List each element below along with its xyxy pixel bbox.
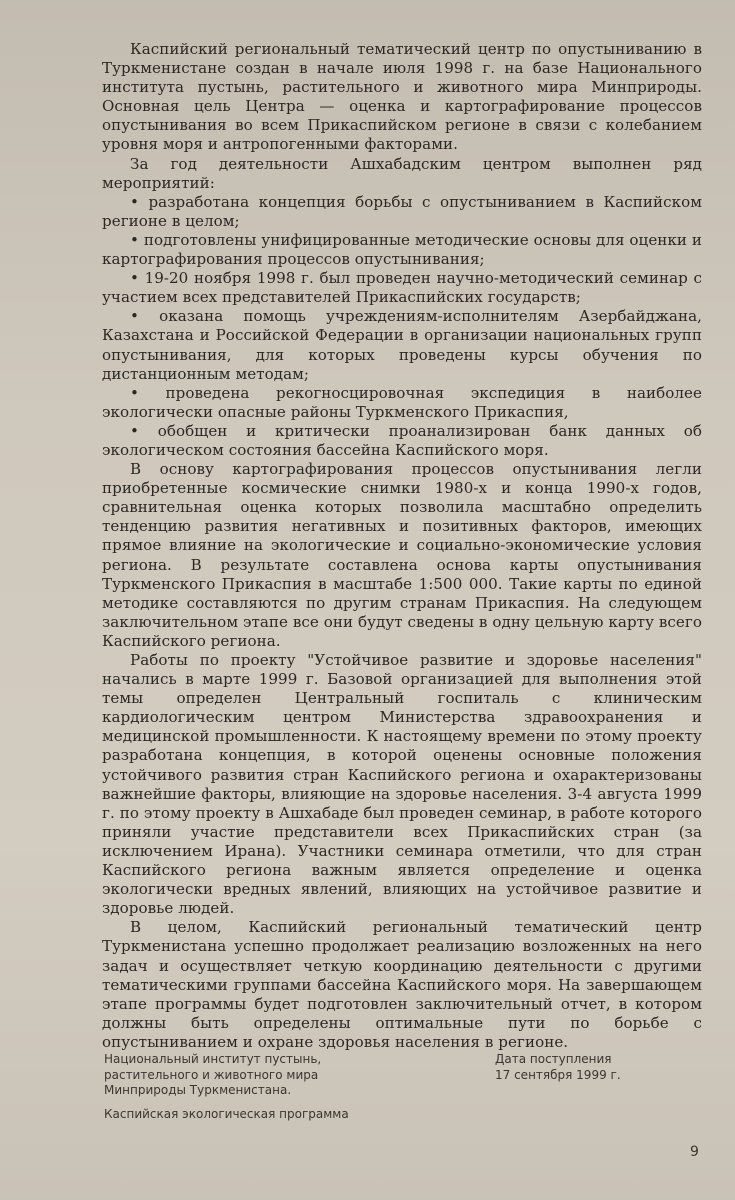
paragraph-intro: Каспийский региональный тематический центр по опустыниванию в Туркменистане создан в начале июля 1998 г. на базе Национального института пустынь, растительного и животного мира Минприроды. Основная цель Центра — оценка и картографирование процессов опустынивания во всем Прикаспийском регионе в связи с колебанием уровня моря и антропогенными факторами. [102, 40, 702, 154]
affiliation-line: Национальный институт пустынь, [104, 1052, 322, 1066]
bullet-item: • 19-20 ноября 1998 г. был проведен научно-методический семинар с участием всех представителей Прикаспийских государств; [102, 269, 702, 307]
affiliation-line: растительного и животного мира [104, 1067, 319, 1082]
received-date-value: 17 сентября 1999 г. [495, 1067, 621, 1082]
paragraph-health-project: Работы по проекту "Устойчивое развитие и здоровье населения" начались в марте 1999 г. Базовой организацией для выполнения этой темы определен Центральный госпиталь с клиническим кардиологическим центром Министерства здравоохранения и медицинской промышленности. К настоящему времени по этому проекту разработана концепция, в которой оценены основные положения устойчивого развития стран Каспийского региона и охарактеризованы важнейшие факторы, влияющие на здоровье населения. 3-4 августа 1999 г. по этому проекту в Ашхабаде был проведен семинар, в работе которого приняли участие представители всех Прикаспийских стран (за исключением Ирана). Участники семинара отметили, что для стран Каспийского региона важным является определение и оценка экологически вредных явлений, влияющих на устойчивое развитие и здоровье людей. [102, 651, 702, 918]
bullet-item: • обобщен и критически проанализирован банк данных об экологическом состояния бассейна Каспийского моря. [102, 422, 702, 460]
bullet-item: • проведена рекогносцировочная экспедиция в наиболее экологически опасные районы Туркменского Прикаспия, [102, 384, 702, 422]
paragraph-mapping: В основу картографирования процессов опустынивания легли приобретенные космические снимки 1980-х и конца 1990-х годов, сравнительная оценка которых позволила масштабно определить тенденцию развития негативных и позитивных факторов, имеющих прямое влияние на экологические и социально-экономические условия региона. В результате составлена основа карты опустынивания Туркменского Прикаспия в масштабе 1:500 000. Такие карты по единой методике составляются по другим странам Прикаспия. На следующем заключительном этапе все они будут сведены в одну цельную карту всего Каспийского региона. [102, 460, 702, 650]
paragraph-activities-lead: За год деятельности Ашхабадским центром выполнен ряд мероприятий: [102, 154, 702, 192]
affiliation-line: Минприроды Туркменистана. [104, 1083, 292, 1097]
article-body [102, 40, 702, 1052]
bullet-item: • подготовлены унифицированные методические основы для оценки и картографирования процессов опустынивания; [102, 231, 702, 269]
paragraph-conclusion: В целом, Каспийский региональный тематический центр Туркменистана успешно продолжает реализацию возложенных на него задач и осуществляет четкую координацию деятельности с другими тематическими группами бассейна Каспийского моря. На завершающем этапе программы будет подготовлен заключительный отчет, в котором должны быть определены оптимальные пути по борьбе с опустыниванием и охране здоровья населения в регионе. [102, 918, 702, 1051]
received-date [495, 1052, 695, 1083]
program-name: Каспийская экологическая программа [104, 1106, 349, 1121]
bullet-item: • оказана помощь учреждениям-исполнителям Азербайджана, Казахстана и Российской Федерации в организации национальных групп опустынивания, для которых проведены курсы обучения по дистанционным методам; [102, 307, 702, 383]
bullet-item: • разработана концепция борьбы с опустыниванием в Каспийском регионе в целом; [102, 193, 702, 231]
author-affiliation [104, 1052, 424, 1122]
page-number: 9 [690, 1144, 699, 1160]
received-date-label: Дата поступления [495, 1052, 612, 1066]
